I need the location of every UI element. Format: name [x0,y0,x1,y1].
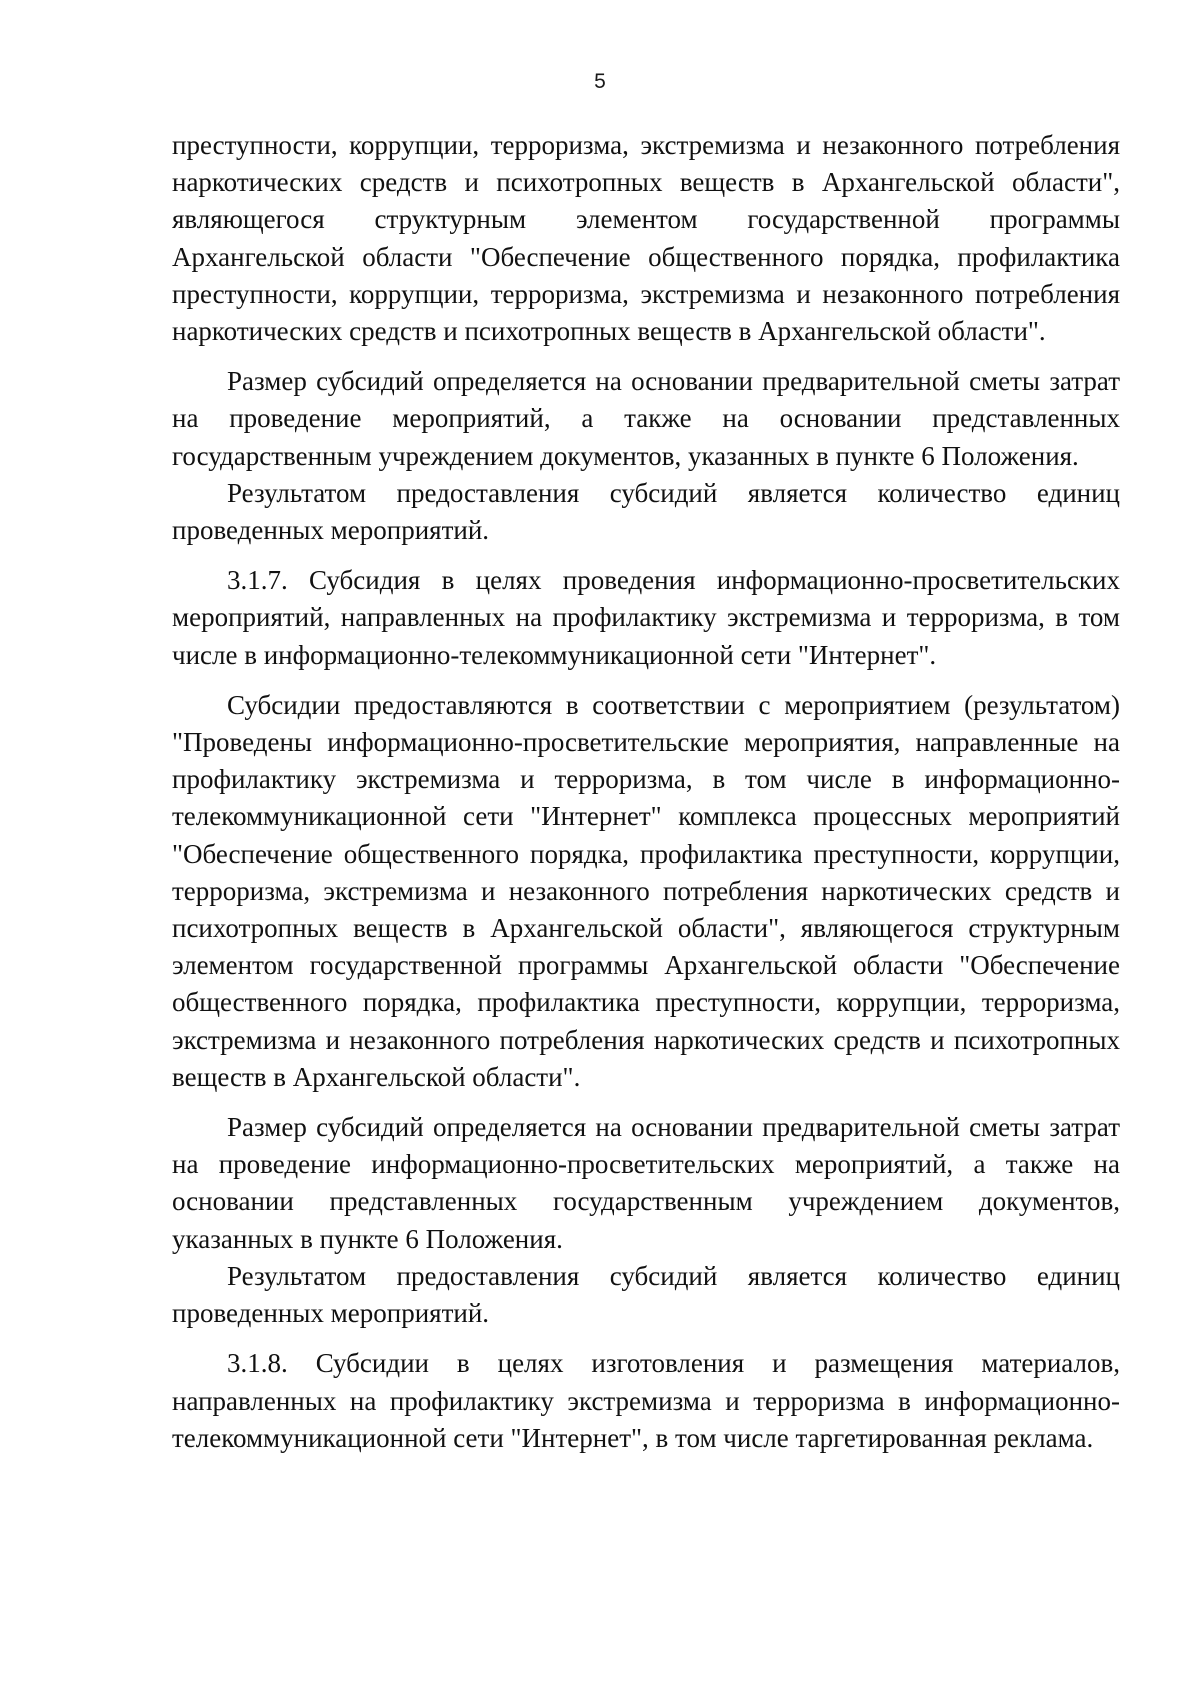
paragraph-subsidy-size-2: Размер субсидий определяется на основании предварительной сметы затрат на проведение информационно-просветительских мероприятий, а также на основании представленных государственным учреждением документов, указанных в пункте 6 Положения. [172,1112,1120,1254]
paragraph-subsidy-provision: Субсидии предоставляются в соответствии с мероприятием (результатом) "Проведены информационно-просветительские мероприятия, направленные на профилактику экстремизма и терроризма, в том числе в информационно-телекоммуникационной сети "Интернет" комплекса процессных мероприятий "Обеспечение общественного порядка, профилактика преступности, коррупции, терроризма, экстремизма и незаконного потребления наркотических средств и психотропных веществ в Архангельской области", являющегося структурным элементом государственной программы Архангельской области "Обеспечение общественного порядка, профилактика преступности, коррупции, терроризма, экстремизма и незаконного потребления наркотических средств и психотропных веществ в Архангельской области". [172,689,1120,1092]
paragraph-subsidy-size: Размер субсидий определяется на основании предварительной сметы затрат на проведение мероприятий, а также на основании представленных государственным учреждением документов, указанных в пункте 6 Положения. [172,366,1120,471]
paragraph-section-3-1-7: 3.1.7. Субсидия в целях проведения информационно-просветительских мероприятий, направленных на профилактику экстремизма и терроризма, в том числе в информационно-телекоммуникационной сети "Интернет". [172,565,1120,670]
paragraph-subsidy-result-2: Результатом предоставления субсидий является количество единиц проведенных мероприятий. [172,1260,1120,1329]
paragraph-continuation: преступности, коррупции, терроризма, экстремизма и незаконного потребления наркотических средств и психотропных веществ в Архангельской области", являющегося структурным элементом государственной программы Архангельской области "Обеспечение общественного порядка, профилактика преступности, коррупции, терроризма, экстремизма и незаконного потребления наркотических средств и психотропных веществ в Архангельской области". [172,130,1120,347]
paragraph-section-3-1-8: 3.1.8. Субсидии в целях изготовления и размещения материалов, направленных на профилактику экстремизма и терроризма в информационно-телекоммуникационной сети "Интернет", в том числе таргетированная реклама. [172,1348,1120,1453]
page-number: 5 [594,70,606,93]
paragraph-subsidy-result: Результатом предоставления субсидий является количество единиц проведенных мероприятий. [172,477,1120,546]
document-body [172,127,1120,1457]
